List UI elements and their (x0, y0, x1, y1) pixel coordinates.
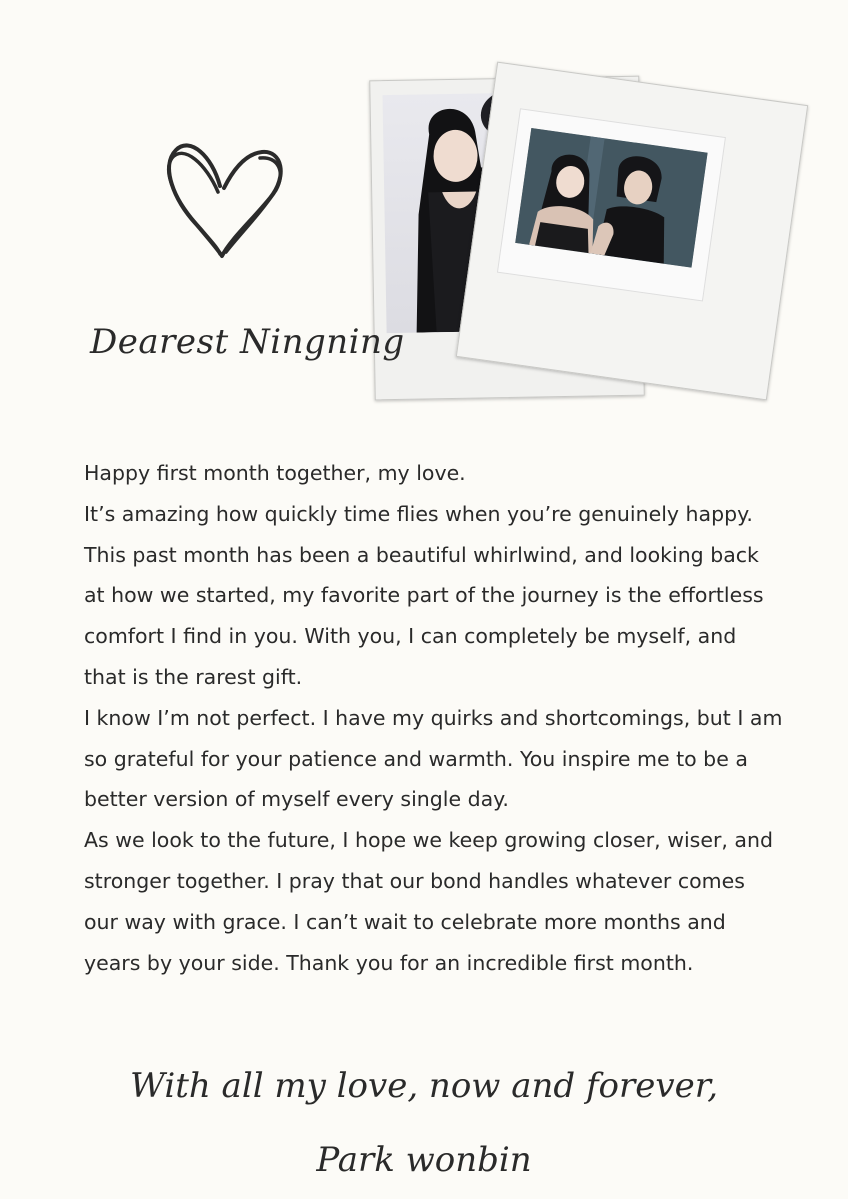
letter-paragraph: I know I’m not perfect. I have my quirks and shortcomings, but I am so grateful for your patience and warmth. You inspire me to be a better version of myself every single day. (84, 705, 783, 812)
hand-drawn-heart-icon (160, 128, 290, 263)
closing-line: With all my love, now and forever, (129, 1066, 719, 1106)
letter-paragraph: As we look to the future, I hope we keep growing closer, wiser, and stronger together. I pray that our bond handles whatever comes our way with grace. I can’t wait to celebrate more months and years by your side. Thank you for an incredible first month. (84, 828, 773, 975)
letter-paragraph: It’s amazing how quickly time flies when you’re genuinely happy. This past month has been a beautiful whirlwind, and looking back at how we started, my favorite part of the journey is the effortless comfort I find in you. With you, I can completely be myself, and that is the rarest gift. (84, 501, 764, 689)
polaroid-frame-front (456, 62, 808, 401)
letter-paragraph: Happy first month together, my love. (84, 461, 466, 485)
letter-body (84, 453, 784, 983)
salutation-heading: Dearest Ningning (90, 322, 405, 362)
couple-photo-front (515, 128, 707, 268)
signature-name: Park wonbin (316, 1140, 532, 1180)
